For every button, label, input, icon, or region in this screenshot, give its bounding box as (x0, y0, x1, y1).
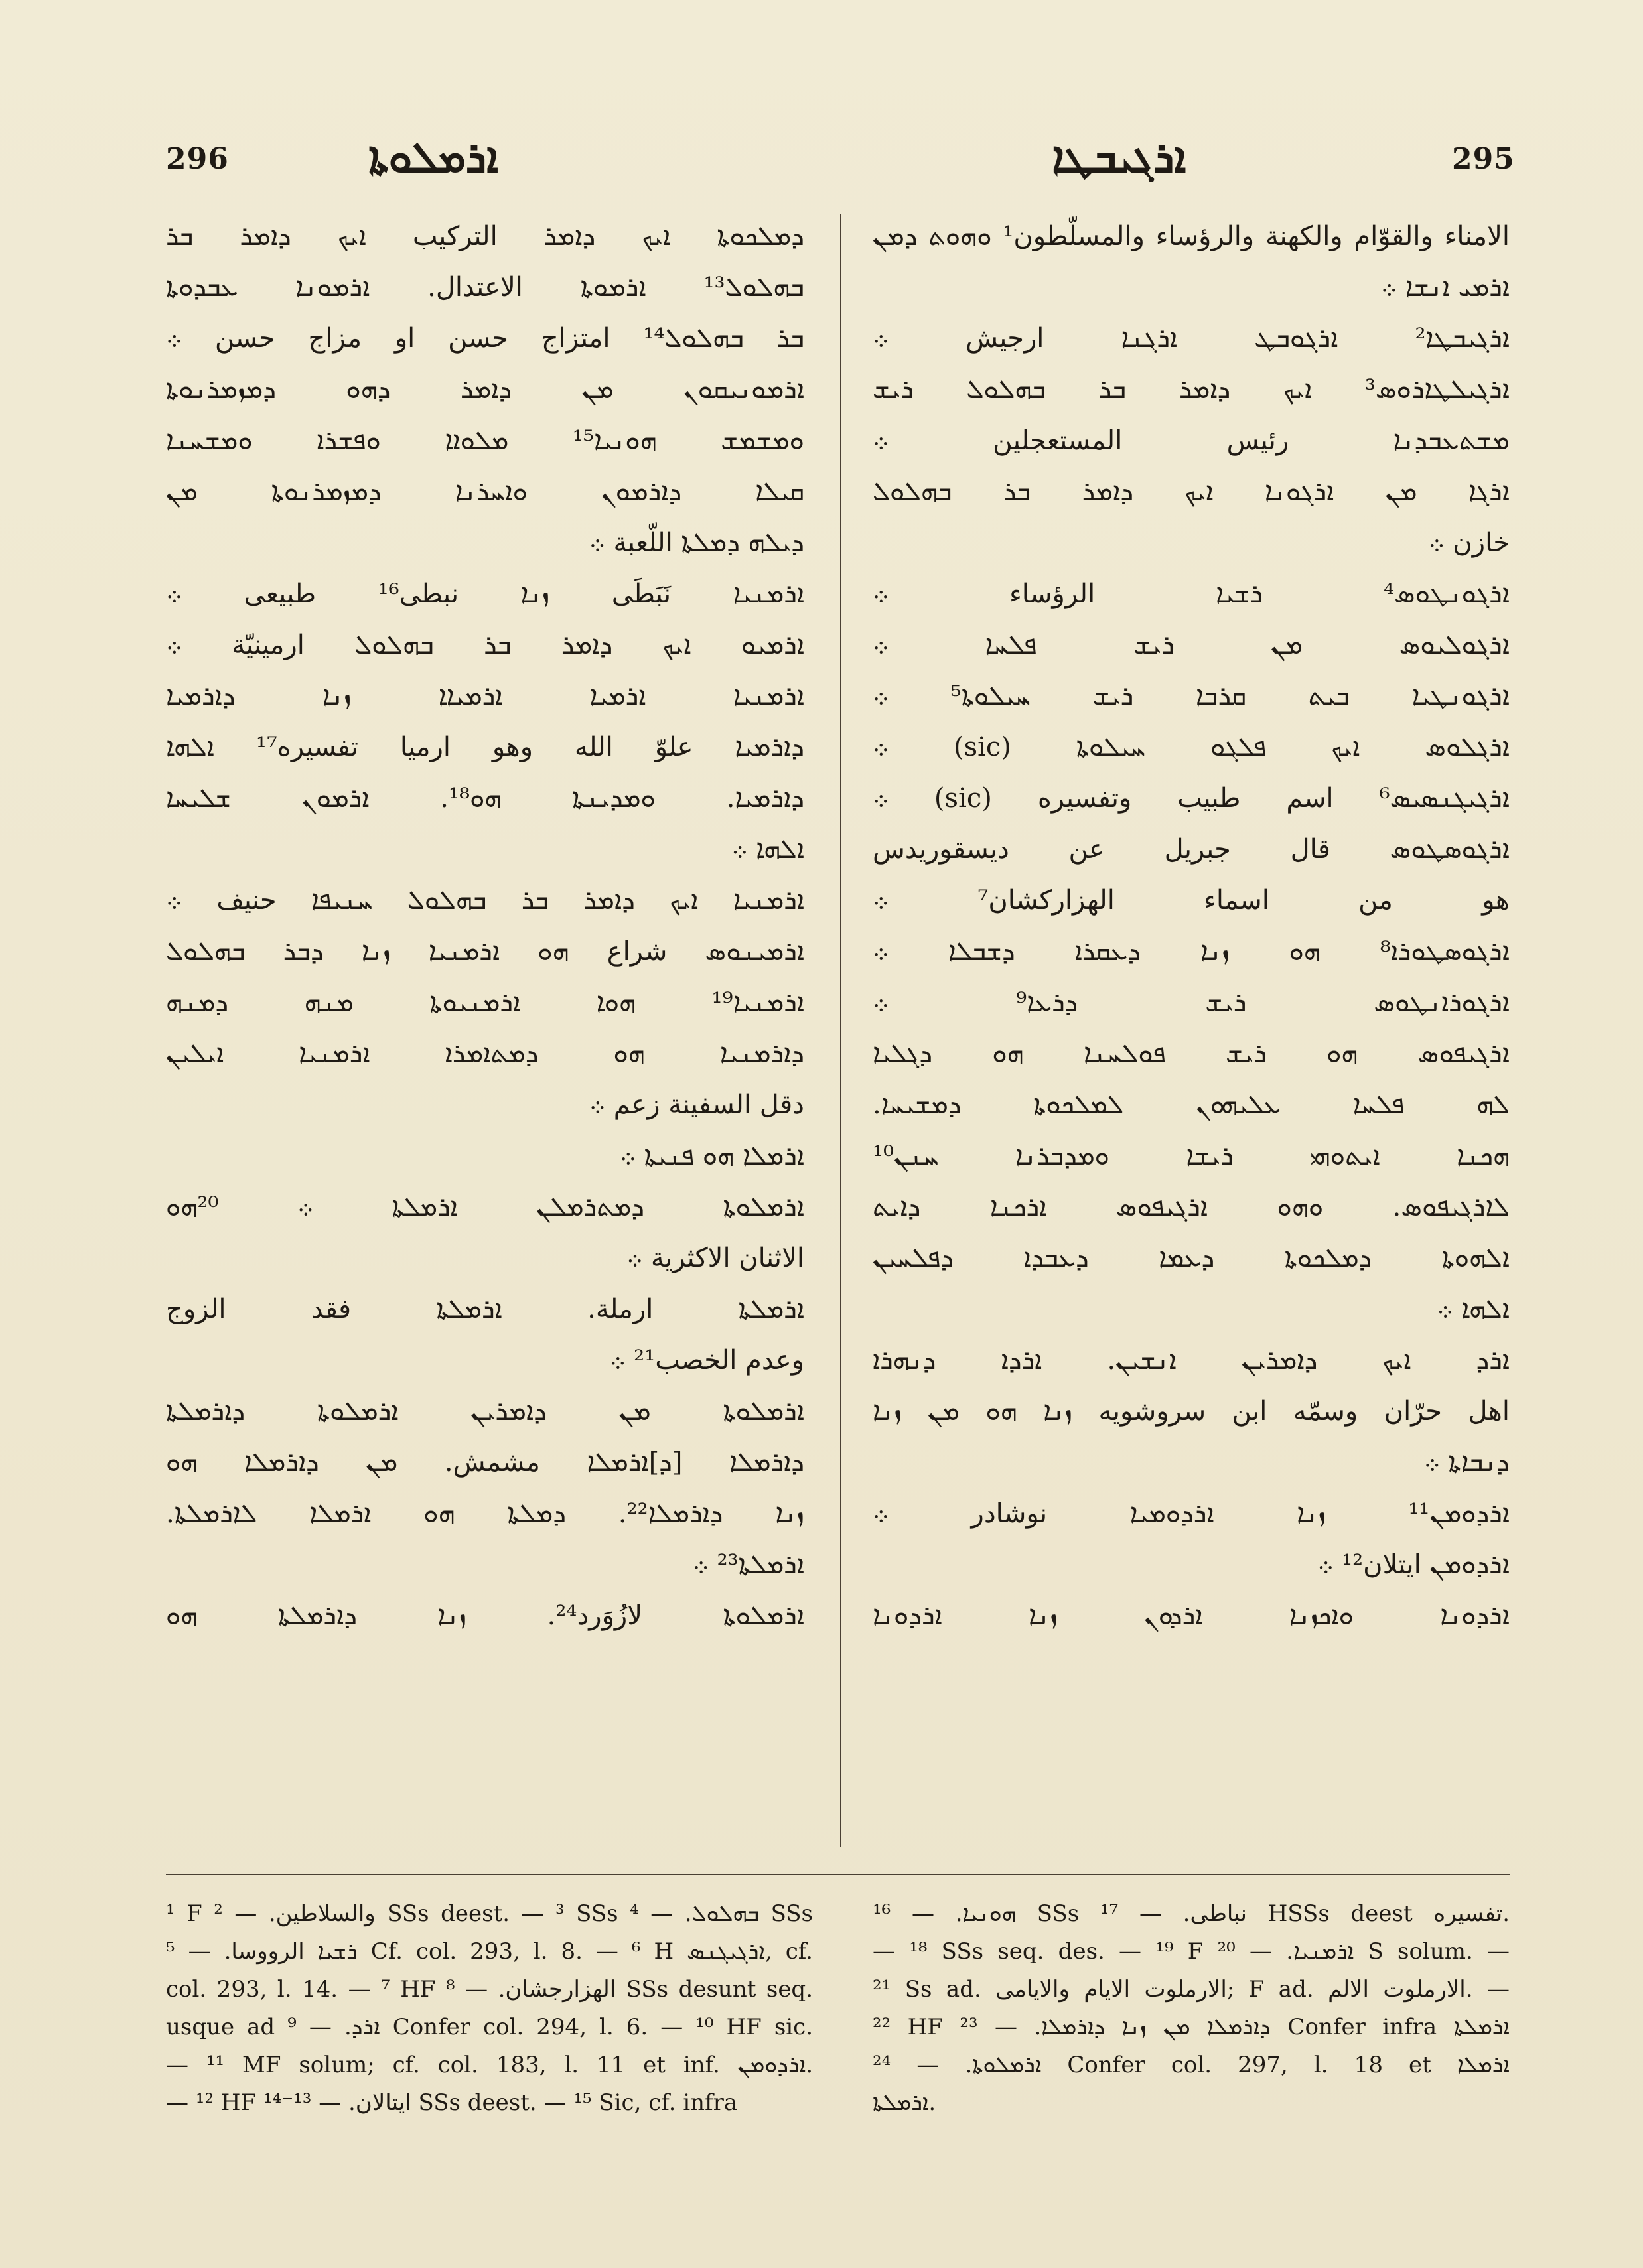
text-line: ܘܡܫܡܫ ܗܘܢܝܐ¹⁵ ܡܠܘܐܐ ܘܦܫܪܐ ܘܡܫܚܢܐ (166, 425, 804, 456)
footnote-line: — ¹¹ MF solum; cf. col. 183, l. 11 et inf. ܐܪܕܘܡܢ. (166, 2052, 813, 2078)
footnote-line: col. 293, l. 14. — ⁷ HF الهزارجشان. — ⁸ SSs desunt seq. (166, 1976, 813, 2003)
text-line: ܐܪܡܢܝܐ ܐܪܡܝܐ ܐܪܡܝܐܐ ܙܢܐ ܕܐܪܡܝܐ (166, 681, 804, 711)
text-line: ܕܐܪܡܝܐ. ܘܡܕܝܢܬܐ ܗܘ¹⁸. ܐܪܡܘܢ ܫܠܝܚܐ (166, 783, 804, 814)
text-line: ܕܐܪܡܝܐ علوّ الله وهو ارميا تفسيره¹⁷ ܐܠܗܐ (166, 732, 804, 762)
text-line: ܐܪܓܐ ܡܢ ܐܪܓܘܢܐ ܐܝܟ ܕܐܡܪ ܒܪ ܒܗܠܘܠ (873, 476, 1510, 507)
footnotes-left (166, 1895, 813, 2122)
footnote-line: ܐܪܡܠܘܬܐ. — ²⁴ Confer col. 297, l. 18 et ܐܪܡܠܐ (873, 2052, 1510, 2078)
text-line: ܐܪܓܝܓܢܣܝܣ⁶ اسم طبيب وتفسيره (sic) ܀ (873, 783, 1510, 814)
text-line: ܕܢܒܐܬܐ ܀ (1423, 1447, 1510, 1478)
text-line: ܐܪܓܘܣܛܘܣ قال جبريل عن ديسقوريدس (873, 834, 1510, 865)
text-line: ܐܪܕܘܡܢ ايتلان¹² ܀ (1317, 1549, 1510, 1580)
right-running-head: ܐܪܓܝܒܛܐ (1052, 133, 1186, 182)
text-line: ܐܪܓܘܣܛܘܪܐ⁸ ܗܘ ܙܢܐ ܕܥܩܪܐ ܕܫܒܠܐ ܀ (873, 936, 1510, 967)
text-line: ܐܪܡܘܢܝܩܘܢ ܡܢ ܕܐܡܪ ܕܗܘ ܕܡܙܡܪܢܘܬܐ (166, 374, 804, 405)
text-line: ܐܪܡܠܘܬܐ ܡܢ ܕܐܡܪܝܢ ܐܪܡܠܘܬܐ ܕܐܪܡܠܬܐ (166, 1396, 804, 1427)
text-line: ܐܪܓܘܠܝܘܣ ܡܢ ܪܝܫ ܦܠܚܐ ܀ (873, 630, 1510, 660)
footnote-line: ܪܫܝܐ الرووسا. — ⁵ Cf. col. 293, l. 8. — ⁶ H ܐܪܓܝܓܢܣ, cf. (166, 1938, 813, 1965)
text-line: ܐܪܡܠܬܐ²³ ܀ (692, 1549, 804, 1580)
text-line: ܐܪܓܠܘܣ ܐܝܟ ܦܠܓܘ ܚܝܠܘܬܐ (sic) ܀ (873, 732, 1510, 762)
text-line: ܠܗ ܦܠܚܐ ܥܠܝܗܘܢ ܠܡܠܟܘܬܐ ܕܡܫܝܚܐ. (873, 1090, 1510, 1120)
text-line: ܕܐܪܡܢܝܐ ܗܘ ܕܡܬܐܡܪܐ ܐܪܡܢܝܐ ܐܝܠܝܢ (166, 1038, 804, 1069)
right-page-number: 295 (1452, 142, 1515, 176)
left-page-number: 296 (166, 142, 229, 176)
footnote-line: ܗܘܢܝܐ. — ¹⁶ SSs نباطى. — ¹⁷ HSSs deest تفسيره. (873, 1900, 1510, 1927)
text-line: ܐܪܡܢܝܐ ܐܝܟ ܕܐܡܪ ܒܪ ܒܗܠܘܠ ܚܢܝܦܐ حنيف ܀ (166, 885, 804, 916)
text-line: ܐܪܓܘܢܛܝܐ ܒܝܬ ܩܪܒܐ ܪܝܫ ܚܝܠܘܬܐ⁵ ܀ (873, 681, 1510, 711)
left-column (166, 211, 804, 1642)
text-line: ܐܪܡܠܐ ܗܘ ܦܢܝܬܐ ܀ (619, 1141, 804, 1171)
footnote-line: — ¹² HF ايتالان. — ¹³⁻¹⁴ SSs deest. — ¹⁵ Sic, cf. infra (166, 2090, 738, 2116)
text-line: ܐܪܡܠܘܬܐ لازُوَرد²⁴. ܙܢܐ ܕܐܪܡܠܬܐ ܗܘ (166, 1600, 804, 1631)
footnotes-right (873, 1895, 1510, 2122)
text-line: ܐܠܗܘܬܐ ܕܡܠܟܘܬܐ ܕܥܡܐ ܕܥܒܕܐ ܕܦܠܚܝܢ (873, 1243, 1510, 1273)
text-line: ܒܪ ܒܗܠܘܠ¹⁴ امتزاج حسن او مزاج حسن ܀ (166, 323, 804, 354)
text-line: ܠܐܪܓܝܦܘܣ. ܘܗܘ ܐܪܓܝܦܘܣ ܐܪܟܢܐ ܕܐܝܬ (873, 1192, 1510, 1222)
text-line: ܕܐܪܡܠܐ [ܕ]ܐܪܡܠܐ مشمش. ܡܢ ܕܐܪܡܠܐ ܗܘ (166, 1447, 804, 1478)
text-line: ܐܪܡܢܝܐ نَبَطَى ܙܢܐ نبطى¹⁶ طبيعى ܀ (166, 579, 804, 609)
text-line: الاثنان الاكثرية ܀ (626, 1243, 804, 1273)
text-line: الامناء والقوّام والكهنة والرؤساء والمسلّطون¹ ܘܗܘܬ ܕܡܢ (873, 221, 1510, 251)
text-line: ܡܫܬܥܒܕܢܐ رئيس المستعجلين ܀ (873, 425, 1510, 456)
text-line: ܕܡܠܟܘܬܐ ܐܝܟ ܕܐܡܪ التركيب ܐܝܟ ܕܐܡܪ ܒܪ (166, 221, 804, 251)
text-line: ܐܪܓܝܠܛܐܪܘܣ³ ܐܝܟ ܕܐܡܪ ܒܪ ܒܗܠܘܠ ܪܝܫ (873, 374, 1510, 405)
text-line: خازن ܀ (1428, 528, 1510, 558)
text-line: ܐܪܕܘܡܢ¹¹ ܙܢܐ ܐܪܕܘܡܝܐ نوشادر ܀ (873, 1498, 1510, 1529)
text-line: وعدم الخصب²¹ ܀ (609, 1345, 804, 1376)
footnote-line: ²¹ Ss ad. الارملوت الايام والايامى; F ad. الارملوت الالم. — (873, 1976, 1510, 2003)
text-line: اهل حرّان وسمّه ابن سروشويه ܙܢܐ ܗܘ ܡܢ ܙܢܐ (873, 1396, 1510, 1427)
text-line: ܐܪܓܝܒܛܐ² ܐܪܓܘܒܛ ܐܪܓܢܐ ارجيش ܀ (873, 323, 1510, 354)
text-line: ܐܪܓܘܪܐܢܛܘܣ ܪܝܫ ܕܪܥܐ⁹ ܀ (873, 987, 1510, 1018)
text-line: ܐܪܓܝܦܘܣ ܗܘ ܪܝܫ ܦܘܠܚܢܐ ܗܘ ܕܓܠܝܐ (873, 1038, 1510, 1069)
text-line: ܗܟܢܐ ܐܝܬܘܗܝ ܪܝܫܐ ܘܡܕܒܪܢܐ ܚܢܢ¹⁰ (873, 1141, 1510, 1171)
footnote-line: ²² HF ܕܐܪܡܠܐ ܡܢ ܙܢܐ ܕܐܪܡܠܐ. — ²³ Confer infra ܐܪܡܠܬܐ (873, 2014, 1510, 2040)
text-line: ܐܪܕ ܐܝܟ ܕܐܡܪܝܢ ܐܢܫܝܢ. ܐܪܕܐ ܕܢܗܪܐ (873, 1345, 1510, 1376)
text-line: ܒܗܠܘܠ¹³ ܐܪܡܘܬܐ الاعتدال. ܐܪܡܘܢܐ ܥܒܕܘܬܐ (166, 272, 804, 303)
text-line: ܐܪܡܠܬܐ ارملة. ܐܪܡܠܬܐ فقد الزوج (166, 1294, 804, 1324)
text-line: ܐܪܕܘܢܐ ܘܐܟܙܢܐ ܐܪܕܘܢ ܙܢܐ ܐܪܕܘܢܐ (873, 1600, 1510, 1631)
text-line: ܐܠܗܐ ܀ (731, 834, 804, 865)
text-line: ܐܪܡܢܝܐ¹⁹ ܗܘܐ ܐܪܡܢܝܘܬܐ ܡܢܗ ܕܡܢܗ (166, 987, 804, 1018)
text-line: ܕܝܠܗ ܕܡܠܬܐ اللّعبة ܀ (589, 528, 804, 558)
footnote-line: ܐܪܡܠܬܐ. (873, 2090, 936, 2116)
text-line: ܐܪܡܠܘܬܐ ܕܡܬܪܡܠܢ ܐܪܡܠܬܐ ܀ ²⁰ܗܘ (166, 1192, 804, 1222)
text-line: ܐܠܗܐ ܀ (1437, 1294, 1510, 1324)
text-line: ܐܪܡܝ ܐܢܫܐ ܀ (1380, 272, 1510, 303)
text-line: دقل السفينة زعم ܀ (589, 1090, 804, 1120)
text-line: ܐܪܡܝܘ ܐܝܟ ܕܐܡܪ ܒܪ ܒܗܠܘܠ ارمينيّة ܀ (166, 630, 804, 660)
text-line: ܙܢܐ ܕܐܪܡܠܐ²². ܕܡܠܬܐ ܗܘ ܐܪܡܠܐ ܠܐܪܡܠܬܐ. (166, 1498, 804, 1529)
footnote-line: — ¹⁸ SSs seq. des. — ¹⁹ F ܐܪܡܢܝܐ. — ²⁰ S solum. — (873, 1938, 1510, 1965)
column-divider (840, 214, 841, 1847)
footnote-line: ¹ F والسلاطين. — ² SSs deest. — ³ SSs ܒܗܠܘܠ. — ⁴ SSs (166, 1900, 813, 1927)
text-line: ܩܝܠܐ ܕܐܪܡܘܢ ܘܐܚܪܢܐ ܕܡܙܡܪܢܘܬܐ ܡܢ (166, 476, 804, 507)
left-running-head: ܐܪܡܠܘܬܐ (368, 133, 498, 182)
right-column (873, 211, 1510, 1642)
text-line: هو من اسماء الهزاركشان⁷ ܀ (873, 885, 1510, 916)
footnote-line: usque ad ܐܪܕ. — ⁹ Confer col. 294, l. 6. — ¹⁰ HF sic. (166, 2014, 813, 2040)
text-line: ܐܪܡܝܢܘܣ شراع ܗܘ ܐܪܡܢܝܐ ܙܢܐ ܕܒܪ ܒܗܠܘܠ (166, 936, 804, 967)
text-line: ܐܪܓܘܢܛܘܣ⁴ ܪܫܝܐ الرؤساء ܀ (873, 579, 1510, 609)
footnote-rule (166, 1874, 1510, 1875)
